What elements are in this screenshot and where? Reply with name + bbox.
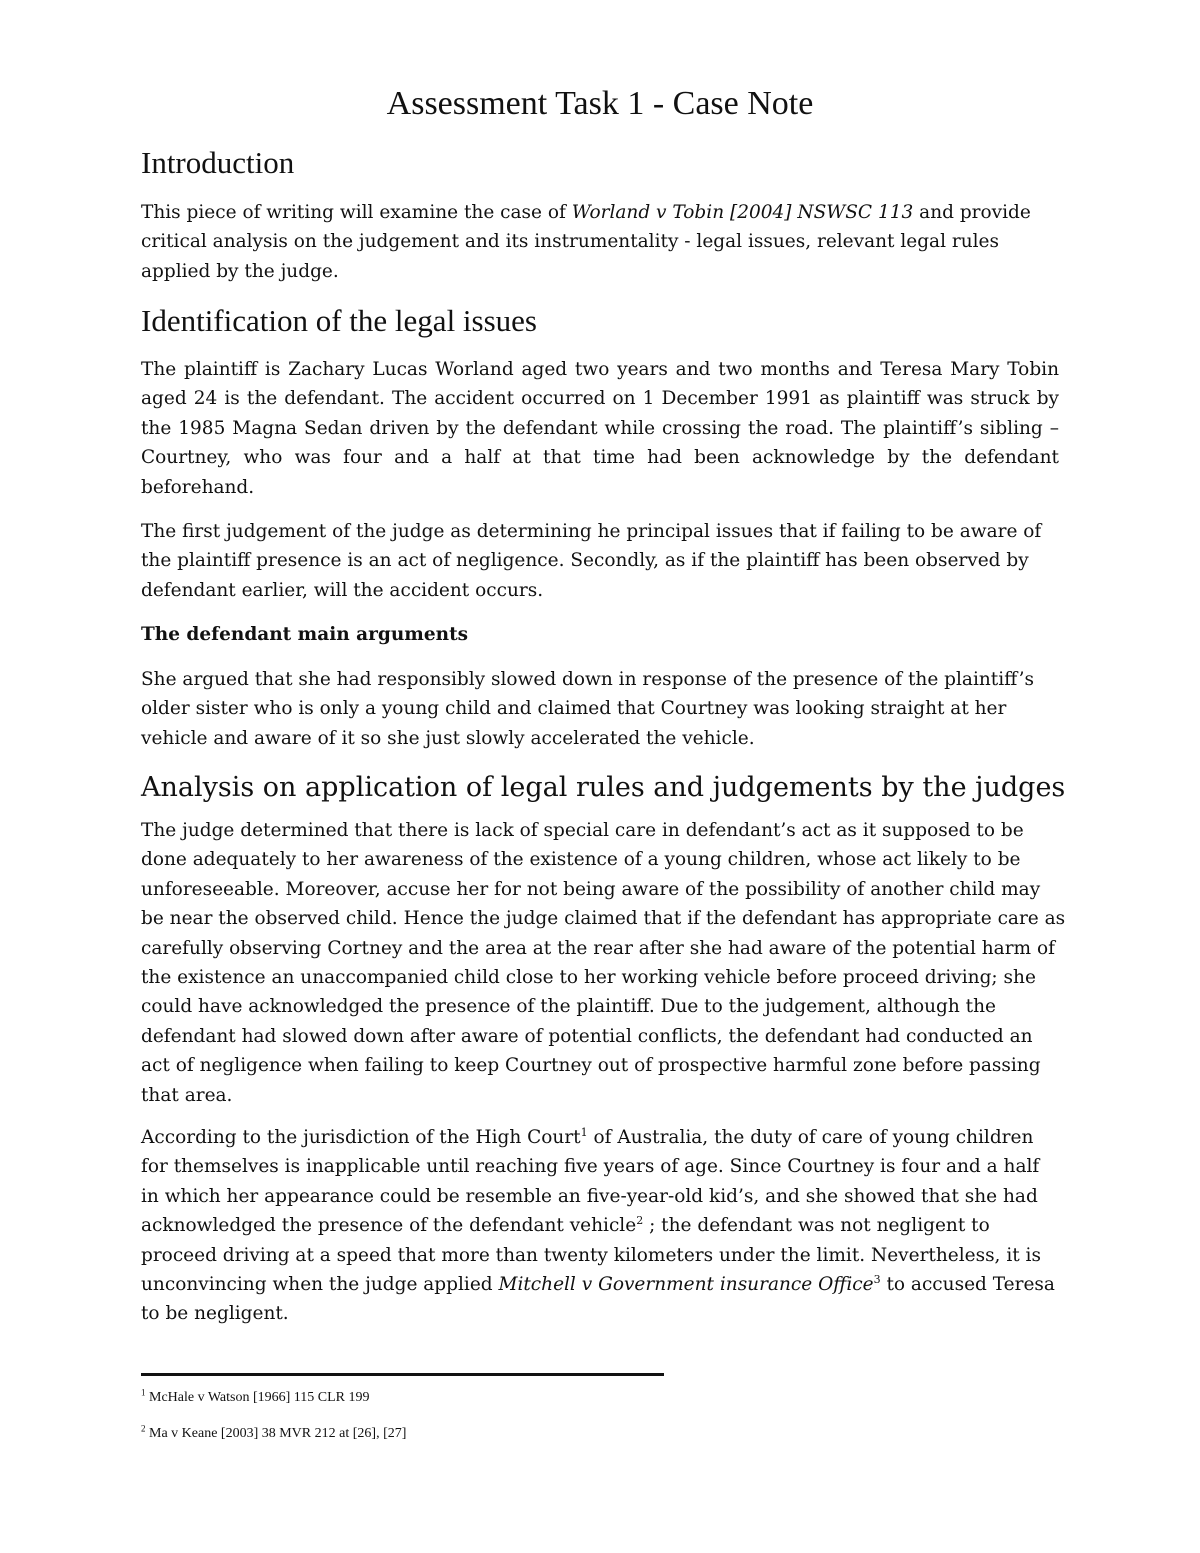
paragraph-line: beforehand. xyxy=(141,476,255,498)
footnote-marker: 2 xyxy=(636,1214,644,1228)
paragraph-line: in which her appearance could be resemble an five-year-old kid’s, and she showed that she had xyxy=(141,1185,1038,1207)
paragraph-line: the existence an unaccompanied child close to her working vehicle before proceed driving; she xyxy=(141,967,1036,989)
paragraph-line: Courtney, who was four and a half at that time had been acknowledge by the defendant xyxy=(141,447,1059,469)
footnote-number: 2 xyxy=(141,1423,146,1434)
paragraph-line: applied by the judge. xyxy=(141,260,339,282)
case-citation: Worland v Tobin [2004] NSWSC 113 xyxy=(571,202,914,223)
paragraph-line: The judge determined that there is lack of special care in defendant’s act as it supposed to be xyxy=(141,820,1024,841)
defendant-arguments-subheading: The defendant main arguments xyxy=(141,624,469,645)
paragraph-line: defendant had slowed down after aware of potential conflicts, the defendant had conducted an xyxy=(141,1025,1033,1047)
paragraph-line: critical analysis on the judgement and its instrumentality - legal issues, relevant legal rules xyxy=(141,231,999,253)
paragraph-line: the plaintiff presence is an act of negligence. Secondly, as if the plaintiff has been observed by xyxy=(141,550,1029,572)
footnote-separator xyxy=(141,1373,664,1376)
introduction-paragraph xyxy=(141,198,1059,286)
paragraph-line: done adequately to her awareness of the existence of a young children, whose act likely to be xyxy=(141,849,1021,871)
footnote-marker: 1 xyxy=(580,1125,588,1139)
facts-paragraph xyxy=(141,355,1059,502)
page-title: Assessment Task 1 - Case Note xyxy=(386,85,814,122)
case-citation: Mitchell v Government insurance Office xyxy=(498,1274,874,1296)
paragraph-line: This piece of writing will examine the case of Worland v Tobin [2004] NSWSC 113 and provide xyxy=(141,202,1031,223)
footnote-2: $^2$ Ma v Keane [2003] 38 MVR 212 at [26], [27] xyxy=(141,1423,407,1441)
paragraph-line: that area. xyxy=(141,1084,233,1106)
paragraph-line: defendant earlier, will the accident occurs. xyxy=(141,579,544,601)
paragraph-line: could have acknowledged the presence of the plaintiff. Due to the judgement, although the xyxy=(141,996,996,1018)
paragraph-line: The first judgement of the judge as determining he principal issues that if failing to be aware of xyxy=(141,521,1042,542)
paragraph-line: According to the jurisdiction of the High Court$^1$ of Australia, the duty of care of young children xyxy=(141,1125,1034,1148)
paragraph-line: acknowledged the presence of the defendant vehicle$^2$ ; the defendant was not negligent to xyxy=(141,1214,990,1237)
jurisdiction-paragraph xyxy=(141,1123,1059,1329)
principal-issues-paragraph xyxy=(141,517,1059,605)
paragraph-line: older sister who is only a young child and claimed that Courtney was looking straight at her xyxy=(141,698,1007,720)
paragraph-line: carefully observing Cortney and the area at the rear after she had aware of the potential harm of xyxy=(141,937,1055,959)
legal-issues-heading: Identification of the legal issues xyxy=(141,303,537,338)
analysis-heading: Analysis on application of legal rules and judgements by the judges xyxy=(141,772,1066,803)
paragraph-line: be near the observed child. Hence the judge claimed that if the defendant has appropriate care as xyxy=(141,908,1066,930)
footnote-1: $^1$ McHale v Watson [1966] 115 CLR 199 xyxy=(141,1387,370,1405)
footnote-marker: 3 xyxy=(873,1272,881,1286)
paragraph-line: vehicle and aware of it so she just slowly accelerated the vehicle. xyxy=(141,727,755,749)
paragraph-line: unforeseeable. Moreover, accuse her for not being aware of the possibility of another child may xyxy=(141,878,1041,900)
paragraph-line: unconvincing when the judge applied Mitchell v Government insurance Office$^3$ to accused Teresa xyxy=(141,1272,1055,1296)
introduction-heading: Introduction xyxy=(141,145,295,180)
paragraph-line: She argued that she had responsibly slowed down in response of the presence of the plaintiff’s xyxy=(141,669,1035,690)
paragraph-line: aged 24 is the defendant. The accident occurred on 1 December 1991 as plaintiff was struck by xyxy=(141,388,1059,410)
paragraph-line: act of negligence when failing to keep Courtney out of prospective harmful zone before passing xyxy=(141,1055,1041,1077)
paragraph-line: for themselves is inapplicable until reaching five years of age. Since Courtney is four and a half xyxy=(141,1156,1040,1178)
analysis-paragraph xyxy=(141,816,1066,1110)
paragraph-line: proceed driving at a speed that more than twenty kilometers under the limit. Nevertheless, it is xyxy=(141,1244,1041,1266)
defendant-arguments-paragraph xyxy=(141,665,1059,753)
footnote-number: 1 xyxy=(141,1387,146,1398)
paragraph-line: to be negligent. xyxy=(141,1303,289,1325)
paragraph-line: the 1985 Magna Sedan driven by the defendant while crossing the road. The plaintiff’s sibling – xyxy=(141,417,1059,439)
paragraph-line: The plaintiff is Zachary Lucas Worland aged two years and two months and Teresa Mary Tobin xyxy=(141,359,1059,380)
